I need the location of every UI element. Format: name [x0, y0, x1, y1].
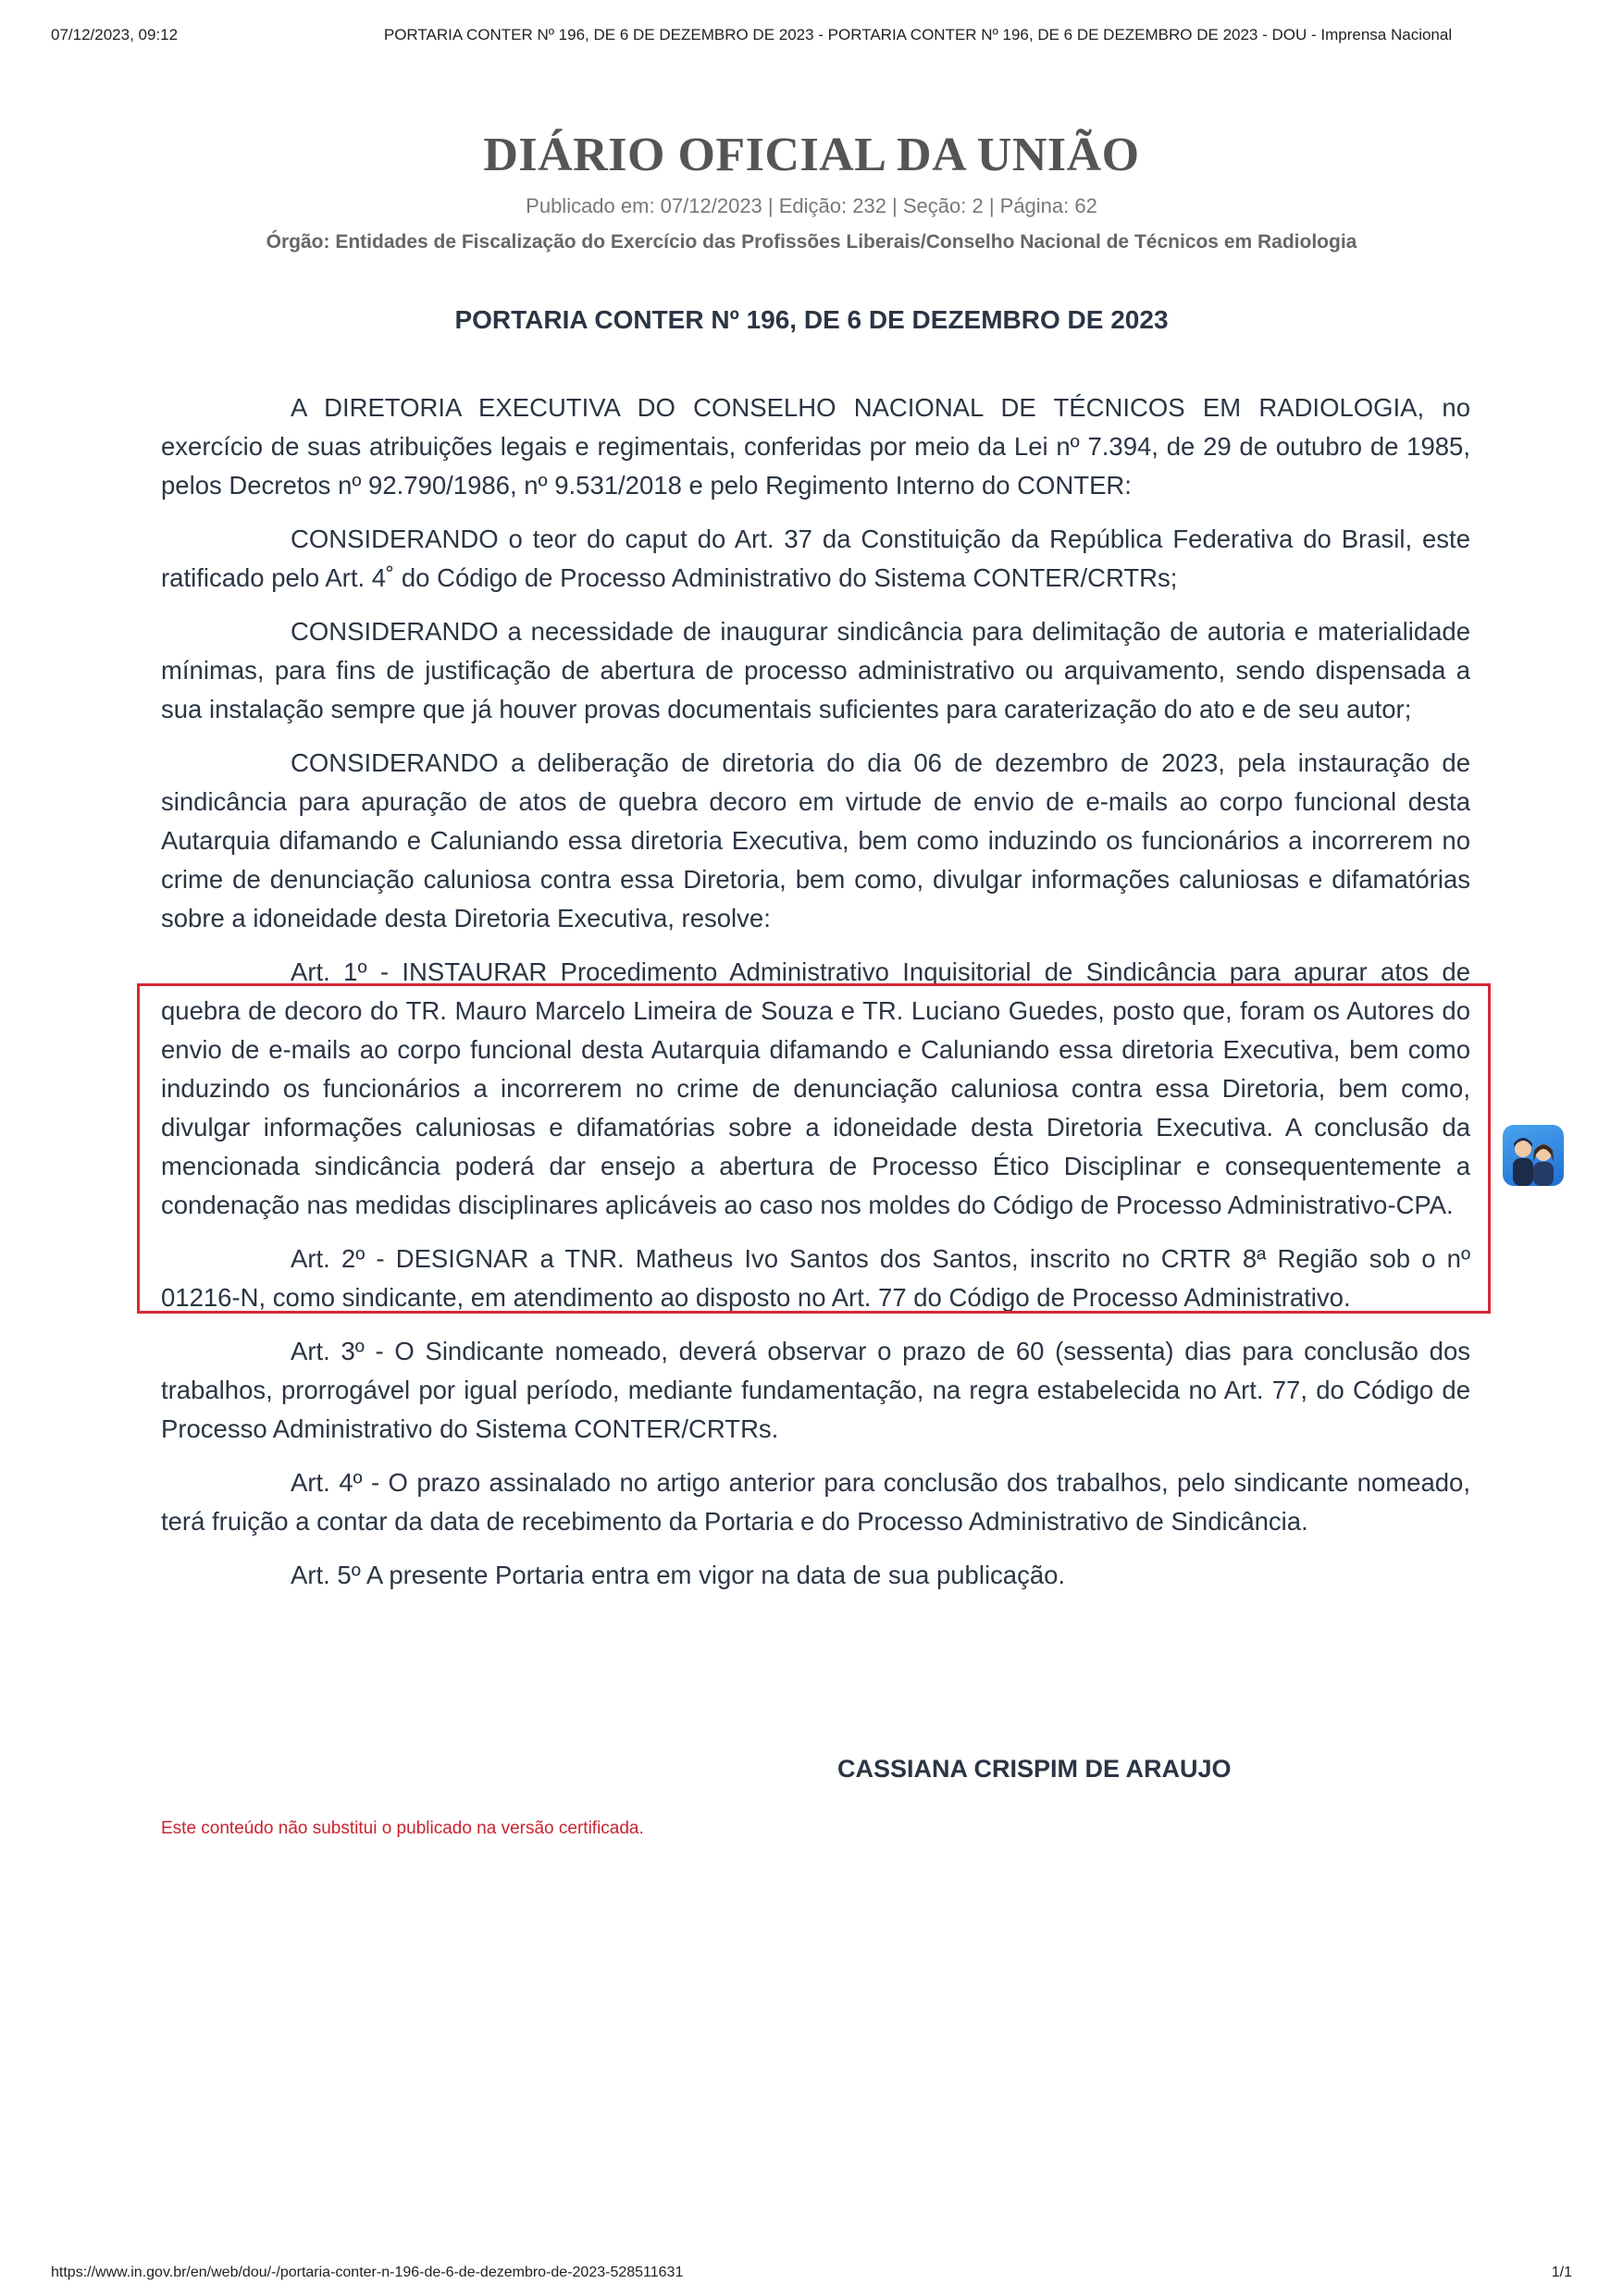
- signature: CASSIANA CRISPIM DE ARAUJO: [837, 1755, 1232, 1783]
- article-2-paragraph: Art. 2º - DESIGNAR a TNR. Matheus Ivo Santos dos Santos, inscrito no CRTR 8ª Região sob o nº 01216-N, como sindicante, em atendimento ao disposto no Art. 77 do Código de Processo Administrativo.: [161, 1244, 1470, 1312]
- print-footer: [51, 2265, 1572, 2285]
- publication-info: Publicado em: 07/12/2023 | Edição: 232 | Seção: 2 | Página: 62: [526, 194, 1097, 217]
- article-5-paragraph: Art. 5º A presente Portaria entra em vigor na data de sua publicação.: [291, 1561, 1066, 1589]
- document-title: PORTARIA CONTER Nº 196, DE 6 DE DEZEMBRO DE 2023: [454, 305, 1169, 334]
- assistant-avatars-icon[interactable]: [1503, 1125, 1564, 1186]
- article-3-paragraph: Art. 3º - O Sindicante nomeado, deverá observar o prazo de 60 (sessenta) dias para conclusão dos trabalhos, prorrogável por igual período, mediante fundamentação, na regra estabelecida no Art. 77, do Código de Processo Administrativo do Sistema CONTER/CRTRs.: [161, 1337, 1470, 1443]
- considerando-paragraph: CONSIDERANDO o teor do caput do Art. 37 da Constituição da República Federativa do Brasil, este ratificado pelo Art. 4˚ do Código de Processo Administrativo do Sistema CONTER/CRTRs;: [161, 525, 1470, 592]
- article-4-paragraph: Art. 4º - O prazo assinalado no artigo anterior para conclusão dos trabalhos, pelo sindicante nomeado, terá fruição a contar da data de recebimento da Portaria e do Processo Administrativo de Sindicância.: [161, 1468, 1470, 1536]
- print-page-title: PORTARIA CONTER Nº 196, DE 6 DE DEZEMBRO DE 2023 - PORTARIA CONTER Nº 196, DE 6 DE DEZEMBRO DE 2023 - DOU - Imprensa Nacional: [383, 26, 1453, 43]
- masthead: DIÁRIO OFICIAL DA UNIÃO: [483, 129, 1140, 181]
- disclaimer: Este conteúdo não substitui o publicado na versão certificada.: [161, 1819, 644, 1838]
- considerando-paragraph: CONSIDERANDO a necessidade de inaugurar sindicância para delimitação de autoria e materialidade mínimas, para fins de justificação de abertura de processo administrativo ou arquivamento, sendo dispensada a sua instalação sempre que já houver provas documentais suficientes para caraterização do ato e de seu autor;: [161, 617, 1470, 723]
- considerando-paragraph: CONSIDERANDO a deliberação de diretoria do dia 06 de dezembro de 2023, pela instauração de sindicância para apuração de atos de quebra decoro em virtude de envio de e-mails ao corpo funcional desta Autarquia difamando e Caluniando essa diretoria Executiva, bem como induzindo os funcionários a incorrerem no crime de denunciação caluniosa contra essa Diretoria, bem como, divulgar informações caluniosas e difamatórias sobre a idoneidade desta Diretoria Executiva, resolve:: [161, 748, 1470, 932]
- article-1-paragraph: Art. 1º - INSTAURAR Procedimento Administrativo Inquisitorial de Sindicância para apurar atos de quebra de decoro do TR. Mauro Marcelo Limeira de Souza e TR. Luciano Guedes, posto que, foram os Autores do envio de e-mails ao corpo funcional desta Autarquia difamando e Caluniando essa diretoria Executiva, bem como induzindo os funcionários a incorrerem no crime de denunciação caluniosa contra essa Diretoria, bem como, divulgar informações caluniosas e difamatórias sobre a idoneidade desta Diretoria Executiva. A conclusão da mencionada sindicância poderá dar ensejo a abertura de Processo Ético Disciplinar e consequentemente a condenação nas medidas disciplinares aplicáveis ao caso nos moldes do Código de Processo Administrativo-CPA.: [161, 957, 1470, 1219]
- print-url: https://www.in.gov.br/en/web/dou/-/portaria-conter-n-196-de-6-de-dezembro-de-2023-528511631: [51, 2265, 684, 2280]
- print-datetime: 07/12/2023, 09:12: [51, 26, 179, 43]
- print-page-number: 1/1: [1551, 2265, 1572, 2280]
- print-header: [51, 26, 1572, 48]
- orgao-line: Órgão: Entidades de Fiscalização do Exercício das Profissões Liberais/Conselho Nacional de Técnicos em Radiologia: [266, 231, 1357, 253]
- preamble-paragraph: A DIRETORIA EXECUTIVA DO CONSELHO NACIONAL DE TÉCNICOS EM RADIOLOGIA, no exercício de suas atribuições legais e regimentais, conferidas por meio da Lei nº 7.394, de 29 de outubro de 1985, pelos Decretos nº 92.790/1986, nº 9.531/2018 e pelo Regimento Interno do CONTER:: [161, 393, 1470, 500]
- document-body: [161, 389, 1470, 1610]
